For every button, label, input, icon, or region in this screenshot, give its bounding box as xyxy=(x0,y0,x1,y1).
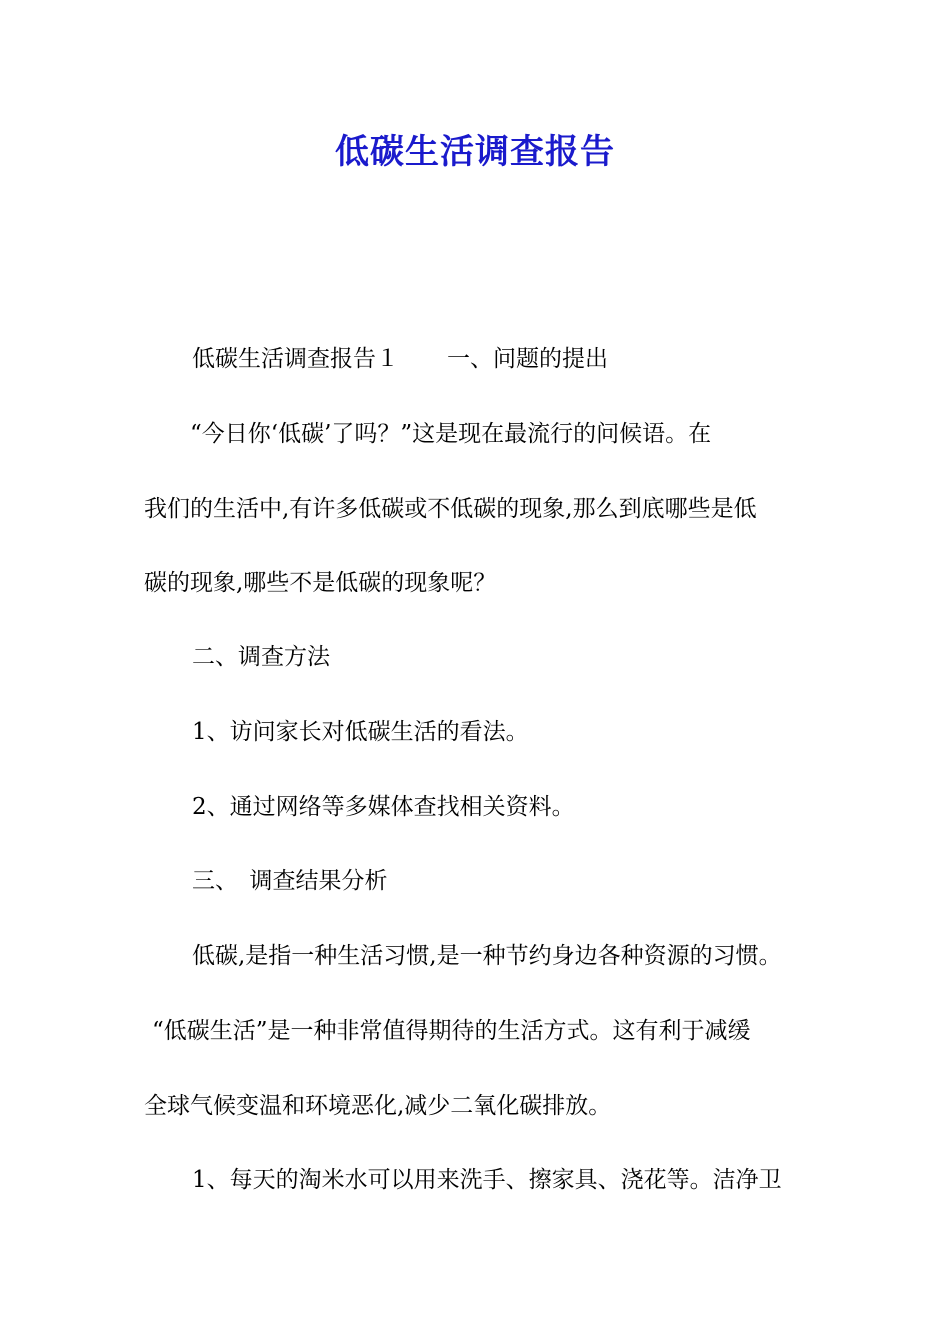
paragraph-line: “今日你‘低碳’了吗？”这是现在最流行的问候语。在 xyxy=(190,421,712,447)
section-heading-line xyxy=(192,343,608,375)
list-item: 2、通过网络等多媒体查找相关资料。 xyxy=(192,794,575,820)
section-two-heading: 二、调查方法 xyxy=(192,644,330,670)
document-title: 低碳生活调查报告 xyxy=(335,132,615,172)
paragraph-line: 碳的现象,哪些不是低碳的现象呢？ xyxy=(144,570,497,596)
paragraph-line: 全球气候变温和环境恶化,减少二氧化碳排放。 xyxy=(144,1093,612,1119)
report-number-label: 低碳生活调查报告１ xyxy=(192,346,399,372)
list-item: 1、访问家长对低碳生活的看法。 xyxy=(192,719,529,745)
paragraph-line: 我们的生活中,有许多低碳或不低碳的现象,那么到底哪些是低 xyxy=(144,496,757,522)
section-one-heading: 一、问题的提出 xyxy=(447,346,608,372)
section-three-heading: 三、 调查结果分析 xyxy=(192,868,388,894)
list-item: 1、每天的淘米水可以用来洗手、擦家具、浇花等。洁净卫 xyxy=(192,1167,782,1193)
paragraph-line: 低碳,是指一种生活习惯,是一种节约身边各种资源的习惯。 xyxy=(192,943,782,969)
paragraph-line: “低碳生活”是一种非常值得期待的生活方式。这有利于减缓 xyxy=(152,1018,751,1044)
